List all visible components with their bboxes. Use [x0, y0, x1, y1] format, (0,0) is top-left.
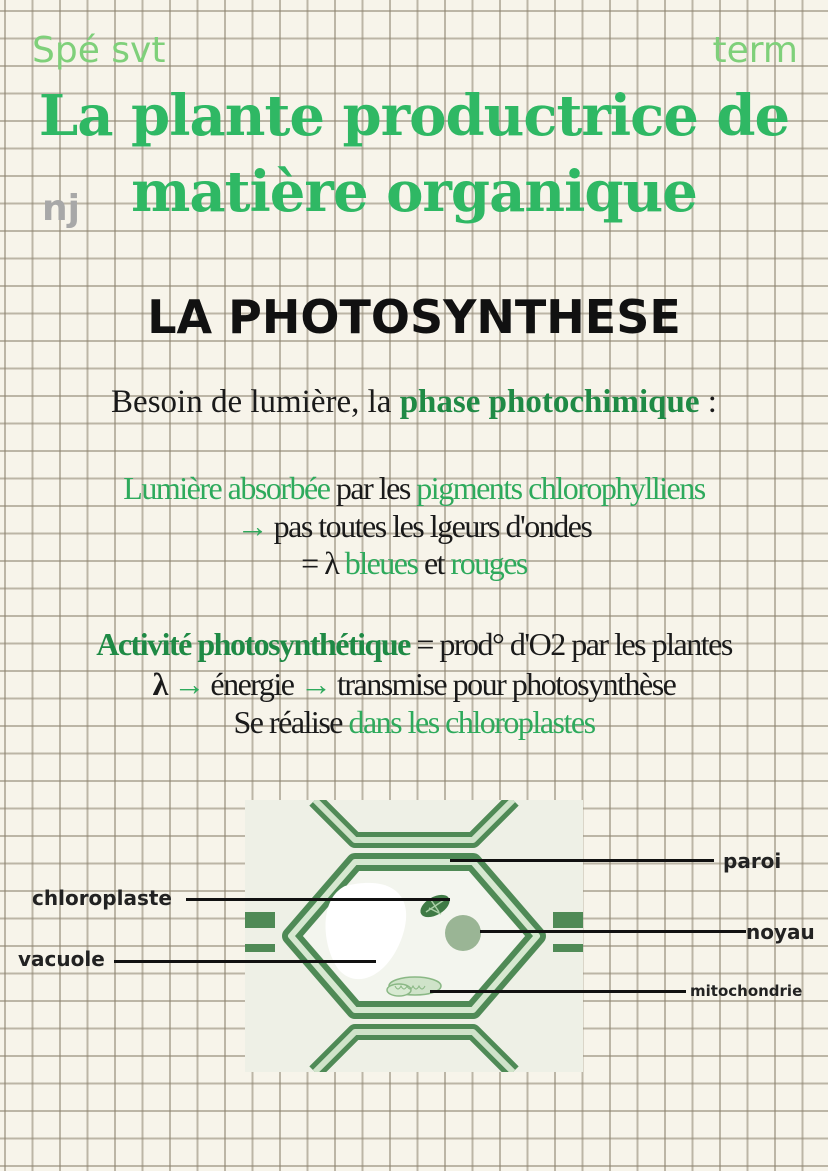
vacuole-leader-line — [114, 960, 376, 963]
wall-label: paroi — [723, 849, 782, 873]
red-term: rouges — [450, 545, 527, 581]
absorbed-light-term: Lumière absorbée — [123, 470, 330, 506]
intro-text: Besoin de lumière, la — [111, 384, 400, 420]
activity-line-2 — [0, 666, 828, 703]
lambda-symbol: λ — [152, 666, 174, 702]
page-title-line-2: matière organique — [131, 159, 697, 225]
nucleus-leader-line — [480, 930, 746, 933]
wall-leader-line — [450, 859, 714, 862]
activity-line-3-text: Se réalise — [233, 704, 349, 740]
activity-line-1-text: = prod° d'O2 par les plantes — [409, 626, 732, 662]
mitochondria-leader-line — [430, 990, 686, 993]
energy-text: énergie — [203, 666, 300, 702]
light-line-2 — [0, 508, 828, 545]
activity-line-3 — [0, 704, 828, 741]
intro-end: : — [699, 384, 717, 420]
intro-line — [0, 384, 828, 421]
light-line-2-text: pas toutes les lgeurs d'ondes — [267, 508, 592, 544]
lambda-equals: = λ — [301, 545, 345, 581]
subject-label: Spé svt — [32, 30, 166, 71]
author-initials: nj — [42, 188, 80, 229]
light-line-1-text: par les — [329, 470, 417, 506]
pigments-term: pigments chlorophylliens — [416, 470, 705, 506]
light-line-1 — [0, 470, 828, 507]
page-title-line-1: La plante productrice de — [38, 83, 790, 149]
activity-term: Activité photosynthétique — [96, 626, 410, 662]
level-label: term — [712, 30, 798, 71]
chloroplast-label: chloroplaste — [32, 886, 172, 910]
intro-highlight: phase photochimique — [399, 384, 700, 420]
arrow-icon: → — [173, 666, 204, 702]
mitochondria-label: mitochondrie — [690, 982, 803, 1000]
nucleus — [445, 915, 481, 951]
section-title: LA PHOTOSYNTHESE — [147, 290, 681, 344]
vacuole-label: vacuole — [18, 947, 105, 971]
and-text: et — [417, 545, 451, 581]
blue-term: bleues — [344, 545, 418, 581]
light-line-3 — [0, 545, 828, 582]
plant-cell-diagram — [245, 800, 583, 1072]
activity-line-2-text: transmise pour photosynthèse — [330, 666, 676, 702]
chloroplasts-term: dans les chloroplastes — [348, 704, 595, 740]
arrow-icon: → — [236, 508, 268, 544]
arrow-icon: → — [299, 666, 331, 702]
activity-line-1 — [0, 626, 828, 663]
nucleus-label: noyau — [746, 920, 815, 944]
chloroplast-leader-line — [186, 898, 450, 901]
